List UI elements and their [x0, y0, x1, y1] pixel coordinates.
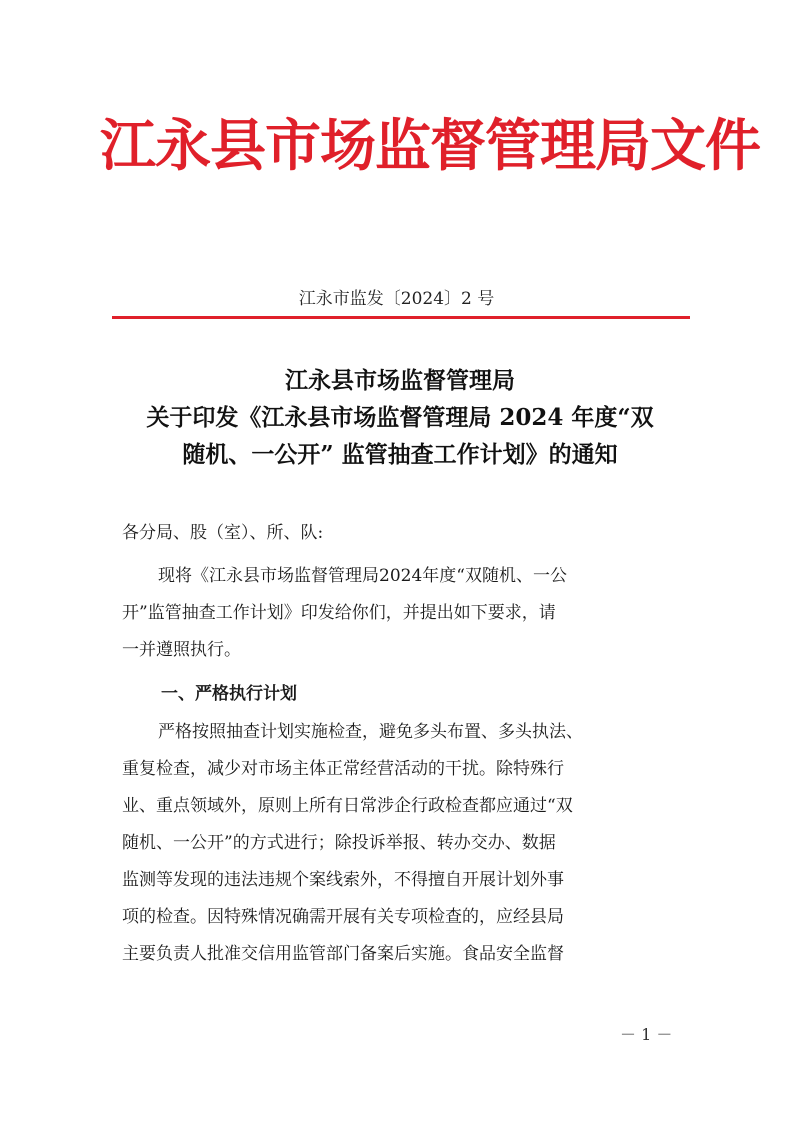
red-separator-line	[112, 316, 690, 319]
section-line: 重复检查，减少对市场主体正常经营活动的干扰。除特殊行	[122, 759, 564, 779]
recipients-line: 各分局、股（室）、所、队:	[122, 523, 324, 543]
intro-line: 开”监管抽查工作计划》印发给你们，并提出如下要求，请	[122, 603, 556, 623]
section-line: 项的检查。因特殊情况确需开展有关专项检查的，应经县局	[122, 907, 564, 927]
section-line: 严格按照抽查计划实施检查，避免多头布置、多头执法、	[158, 722, 583, 742]
page-number: － 1 －	[620, 1025, 673, 1044]
intro-line: 一并遵照执行。	[122, 640, 241, 660]
title-line-1: 江永县市场监督管理局	[285, 367, 515, 394]
document-masthead: 江永县市场监督管理局文件	[100, 114, 760, 179]
section-paragraph	[122, 714, 684, 973]
title-line-3: 随机、一公开” 监管抽查工作计划》的通知	[182, 441, 618, 468]
intro-line: 现将《江永县市场监督管理局2024年度“双随机、一公	[158, 566, 567, 586]
section-heading: 一、严格执行计划	[161, 684, 297, 704]
document-number: 江永市监发〔2024〕2 号	[298, 289, 495, 309]
title-line-2: 关于印发《江永县市场监督管理局 2024 年度“双	[146, 404, 654, 431]
section-line: 监测等发现的违法违规个案线索外，不得擅自开展计划外事	[122, 870, 564, 890]
intro-paragraph	[122, 558, 684, 669]
section-line: 主要负责人批准交信用监管部门备案后实施。食品安全监督	[122, 944, 564, 964]
notice-title	[110, 362, 690, 473]
section-line: 随机、一公开”的方式进行；除投诉举报、转办交办、数据	[122, 833, 556, 853]
section-line: 业、重点领域外，原则上所有日常涉企行政检查都应通过“双	[122, 796, 573, 816]
